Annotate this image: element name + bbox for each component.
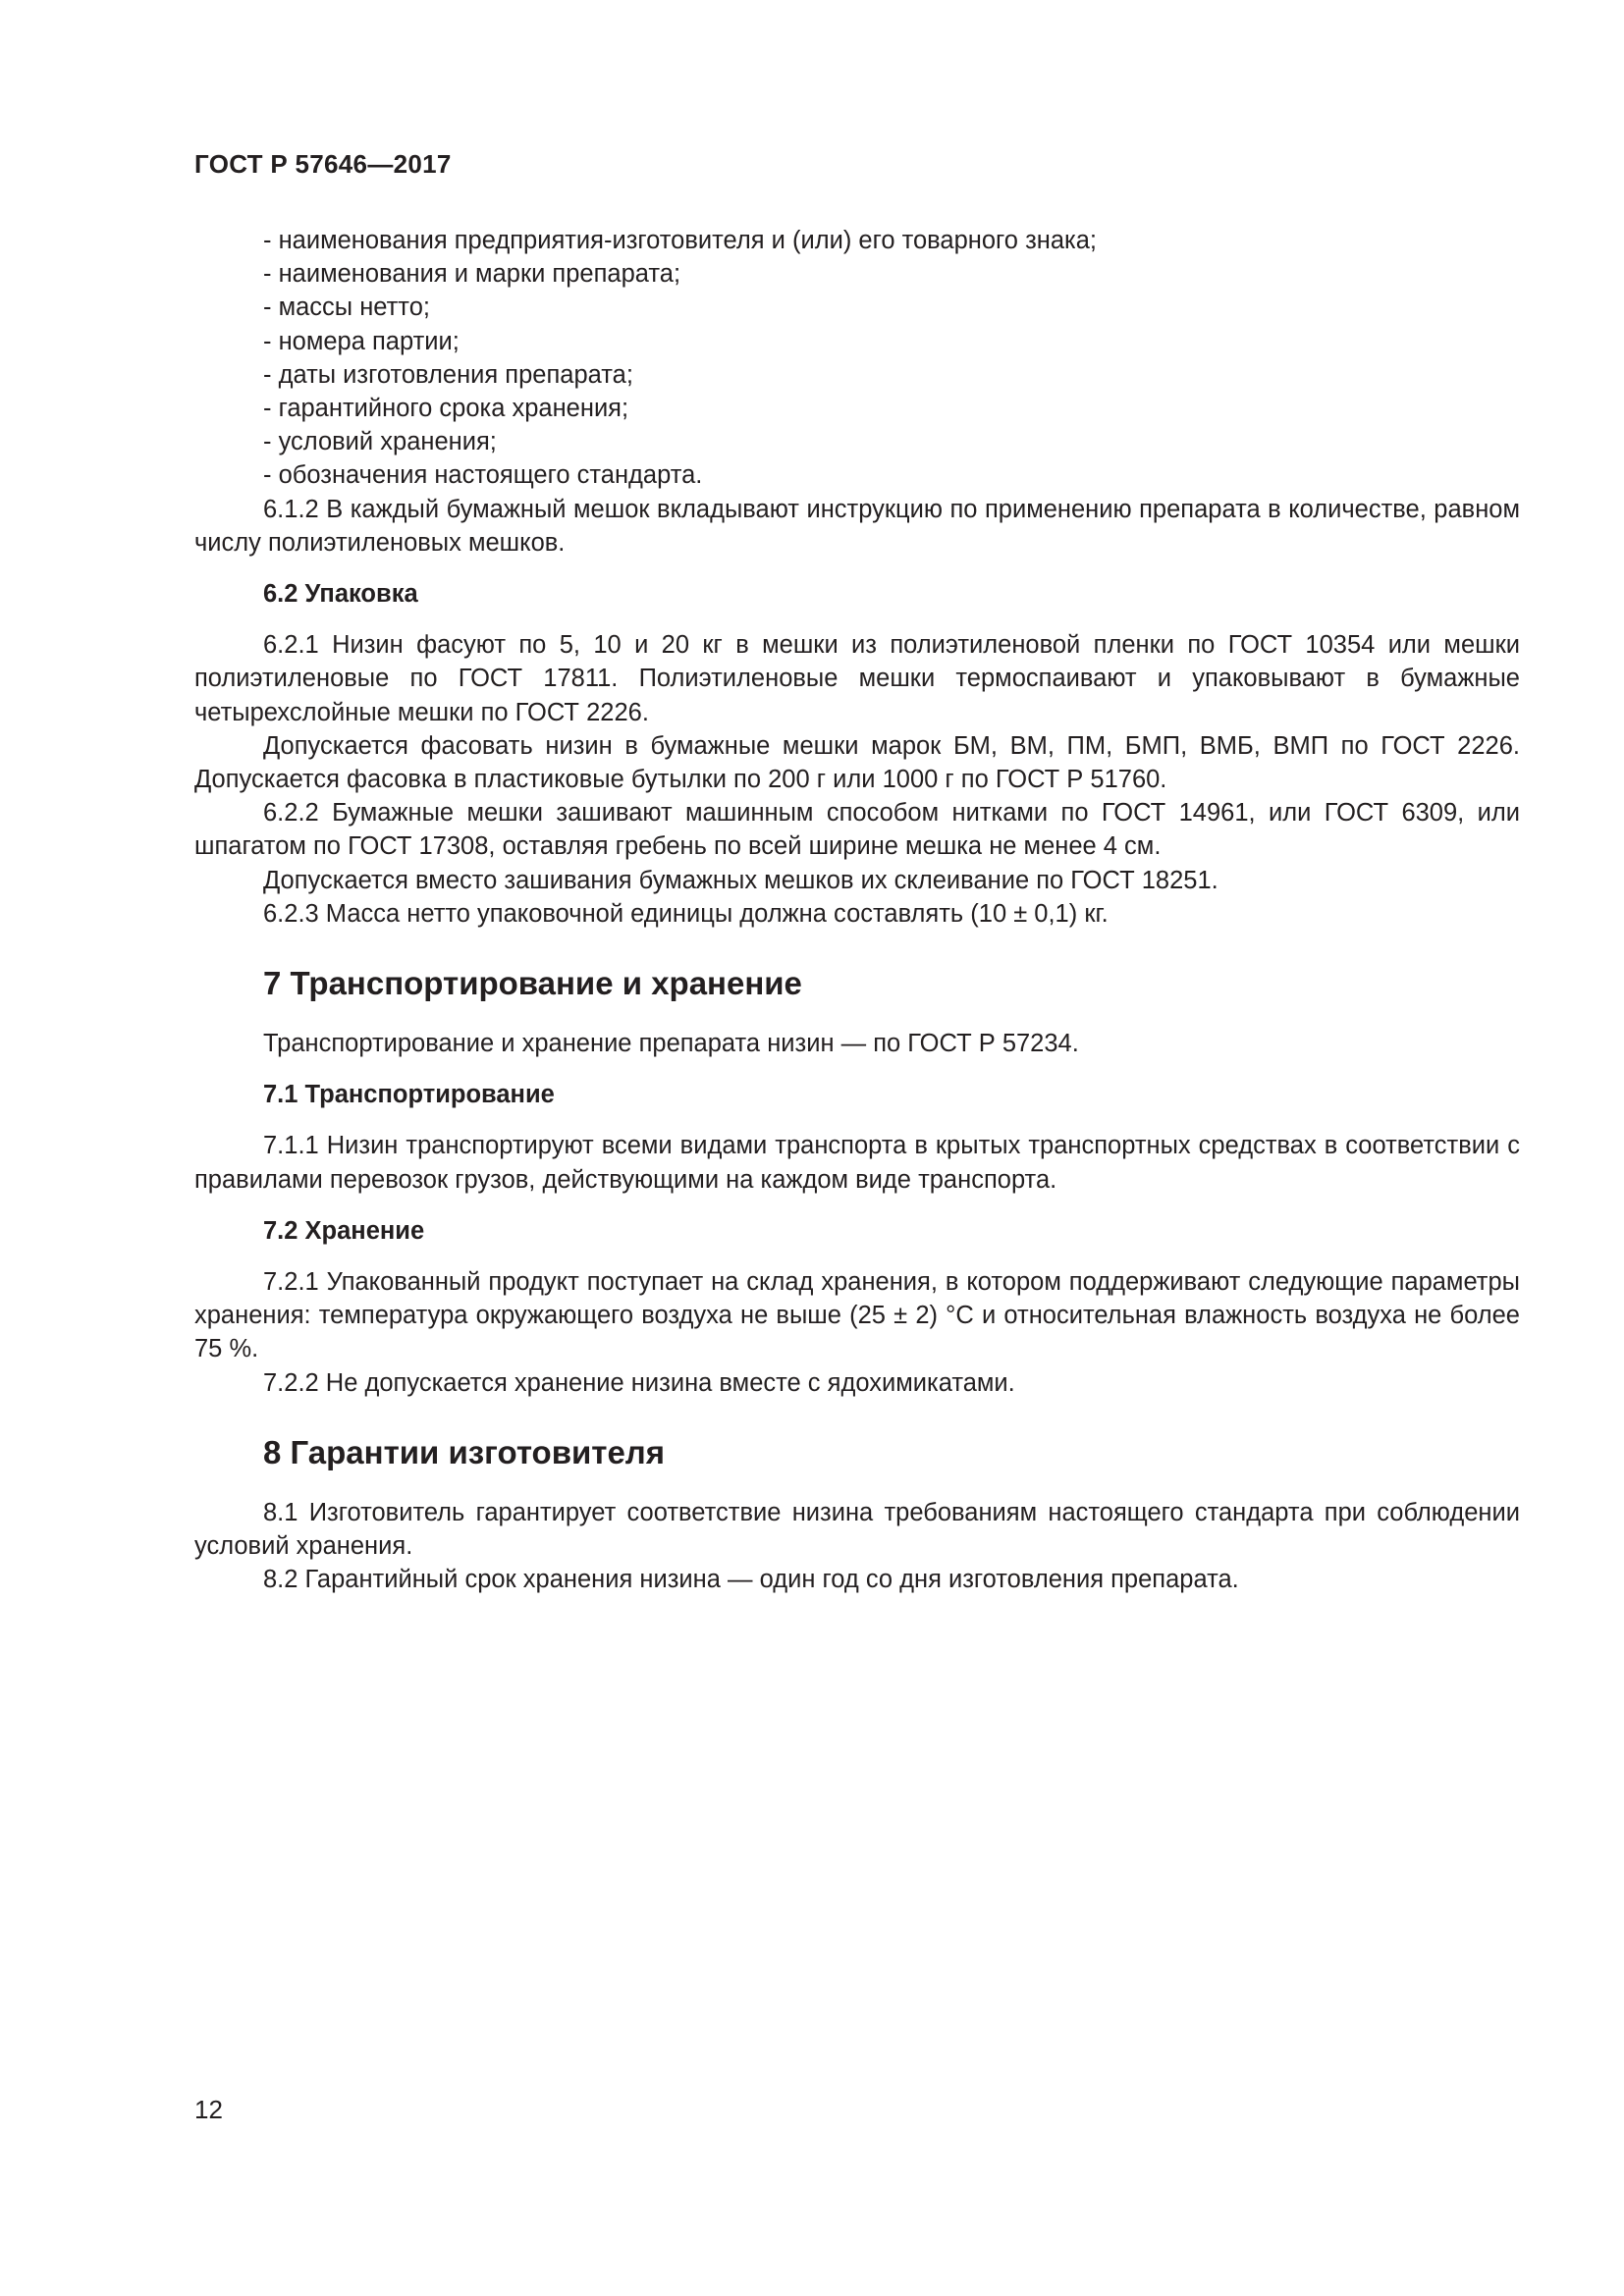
paragraph-8-2: 8.2 Гарантийный срок хранения низина — один год со дня изготовления препарата. [263, 1566, 1239, 1594]
list-item: - массы нетто; [263, 294, 430, 322]
list-item: - наименования предприятия-изготовителя и (или) его товарного знака; [263, 227, 1098, 254]
section-heading-8: 8 Гарантии изготовителя [263, 1433, 666, 1470]
paragraph-6-2-3: 6.2.3 Масса нетто упаковочной единицы должна составлять (10 ± 0,1) кг. [263, 899, 1109, 928]
paragraph-7-2-1: 7.2.1 Упакованный продукт поступает на склад хранения, в котором поддерживают следующие параметры хранения: температура окружающего воздуха не выше (25 ± 2) °С и относительная влажность воздуха не более 75 %. [194, 1268, 1520, 1363]
paragraph-6-1-2: 6.1.2 В каждый бумажный мешок вкладывают инструкцию по применению препарата в количестве, равном числу полиэтиленовых мешков. [194, 495, 1520, 557]
paragraph-6-2-2: 6.2.2 Бумажные мешки зашивают машинным способом нитками по ГОСТ 14961, или ГОСТ 6309, или шпагатом по ГОСТ 17308, оставляя гребень по всей ширине мешка не менее 4 см. [194, 799, 1520, 861]
document-header: ГОСТ Р 57646—2017 [194, 149, 452, 179]
paragraph-6-2-1: 6.2.1 Низин фасуют по 5, 10 и 20 кг в мешки из полиэтиленовой пленки по ГОСТ 10354 или мешки полиэтиленовые по ГОСТ 17811. Полиэтиленовые мешки термоспаивают и упаковывают в бумажные четырехслойные мешки по ГОСТ 2226. [194, 631, 1520, 726]
list-item: - гарантийного срока хранения; [263, 395, 629, 423]
section-heading-7-1: 7.1 Транспортирование [263, 1081, 555, 1109]
list-item: - номера партии; [263, 327, 460, 355]
paragraph-6-2-2-allowance: Допускается вместо зашивания бумажных мешков их склеивание по ГОСТ 18251. [263, 866, 1218, 894]
list-item: - наименования и марки препарата; [263, 260, 681, 289]
paragraph-7-intro: Транспортирование и хранение препарата низин — по ГОСТ Р 57234. [263, 1030, 1079, 1058]
paragraph-8-1: 8.1 Изготовитель гарантирует соответствие низина требованиям настоящего стандарта при соблюдении условий хранения. [194, 1498, 1520, 1561]
page-number: 12 [194, 2095, 223, 2124]
paragraph-7-1-1: 7.1.1 Низин транспортируют всеми видами транспорта в крытых транспортных средствах в соответствии с правилами перевозок грузов, действующими на каждом виде транспорта. [194, 1132, 1520, 1194]
list-item: - даты изготовления препарата; [263, 360, 633, 389]
list-item: - обозначения настоящего стандарта. [263, 461, 703, 490]
paragraph-6-2-1-allowance: Допускается фасовать низин в бумажные мешки марок БМ, ВМ, ПМ, БМП, ВМБ, ВМП по ГОСТ 2226. Допускается фасовка в пластиковые бутылки по 200 г или 1000 г по ГОСТ Р 51760. [194, 731, 1520, 794]
section-heading-6-2: 6.2 Упаковка [263, 580, 418, 609]
section-heading-7: 7 Транспортирование и хранение [263, 965, 802, 1002]
section-heading-7-2: 7.2 Хранение [263, 1216, 425, 1245]
paragraph-7-2-2: 7.2.2 Не допускается хранение низина вместе с ядохимикатами. [263, 1368, 1015, 1397]
page-content [194, 224, 1520, 1597]
list-item: - условий хранения; [263, 428, 497, 456]
